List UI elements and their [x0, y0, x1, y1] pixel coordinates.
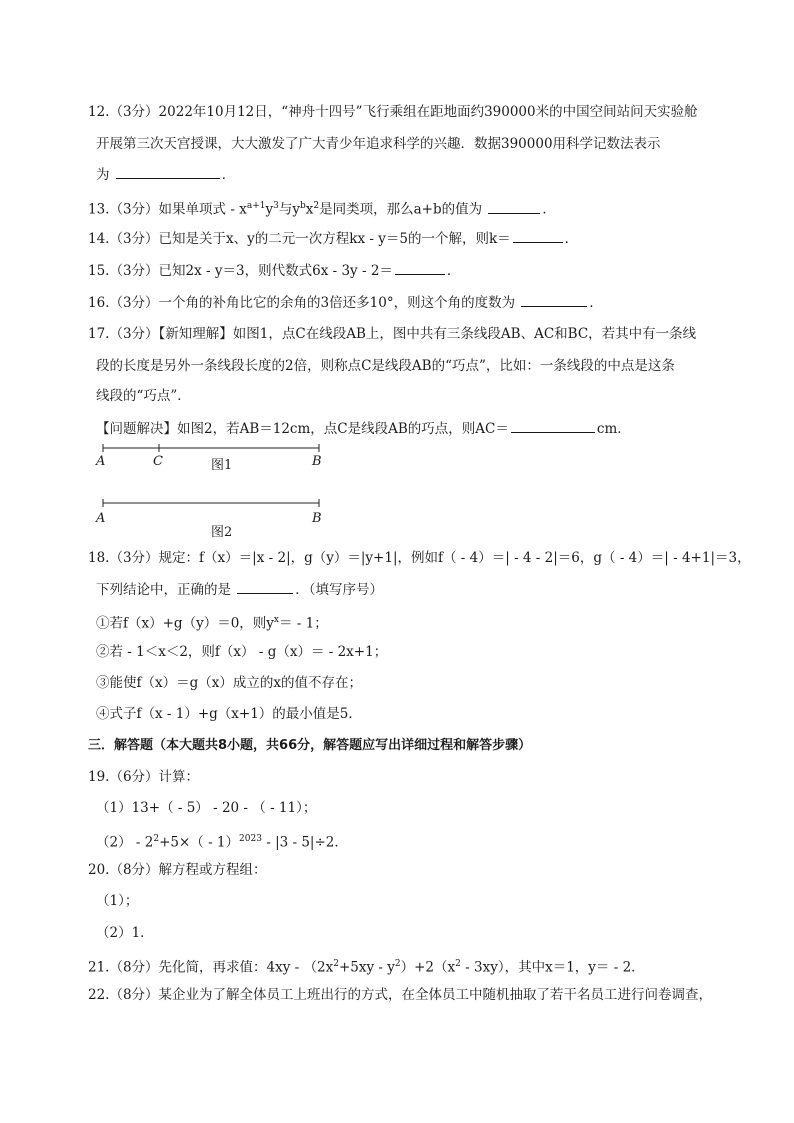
- q15-end: ．: [446, 263, 461, 279]
- q21-b: +5xy - y: [338, 959, 395, 976]
- q17-line4-text: 【问题解决】如图2，若AB＝12cm，点C是线段AB的巧点，则AC＝: [96, 421, 509, 437]
- q12-line3-end: ．: [221, 167, 236, 183]
- q13-sup1: a+1: [246, 201, 266, 211]
- q19-part2-a: （2） - 2: [96, 834, 154, 851]
- q21-c: ）+2（x: [400, 959, 456, 976]
- q13-sup3: b: [299, 201, 306, 211]
- q21-sup2: 2: [394, 959, 401, 969]
- q18-line1: 18.（3分）规定：f（x）＝|x - 2|，g（y）＝|y+1|，例如f（ - 4）＝| - 4 - 2|＝6，g（ - 4）＝| - 4+1|＝3，: [88, 550, 751, 566]
- q17-line2: 段的长度是另外一条线段长度的2倍，则称点C是线段AB的“巧点”，比如：一条线段的中点是这条: [96, 358, 675, 374]
- q16-text: 16.（3分）一个角的补角比它的余角的3倍还多10°，则这个角的度数为: [88, 295, 516, 311]
- q21-sup1: 2: [333, 959, 339, 969]
- q12-line1: 12.（3分）2022年10月12日，“神舟十四号”飞行乘组在距地面约390000米的中国空间站问天实验舱: [88, 104, 698, 120]
- section3-title: [88, 736, 531, 756]
- q12-line2: 开展第三次天宫授课，大大激发了广大青少年追求科学的兴趣．数据390000用科学记数法表示: [96, 136, 661, 152]
- figure2-caption: 图2: [211, 525, 233, 540]
- figure2-label-a: A: [96, 511, 106, 526]
- q19-part2-sup2: 2023: [239, 834, 262, 844]
- figure1-caption: 图1: [211, 458, 233, 473]
- q19-part2-c: - |3 - 5|÷2．: [261, 834, 348, 851]
- q21-sup3: 2: [455, 959, 461, 969]
- q19-part2: [96, 829, 348, 853]
- figure1-label-c: C: [153, 454, 163, 469]
- q15-text: 15.（3分）已知2x - y＝3，则代数式6x - 3y - 2＝: [88, 263, 393, 279]
- q13-end: ．: [542, 201, 556, 218]
- q19-part1: （1）13+（ - 5） - 20 - （ - 11）；: [96, 800, 317, 816]
- q18-option2: ②若 - 1＜x＜2，则f（x） - g（x）＝ - 2x+1；: [96, 644, 388, 660]
- q22-line1: 22.（8分）某企业为了解全体员工上班出行的方式，在全体员工中随机抽取了若干名员工进行问卷调查，: [88, 987, 713, 1003]
- q19-stem: 19.（6分）计算：: [88, 769, 200, 785]
- figure1-label-a: A: [96, 454, 106, 469]
- q12-line3-text: 为: [96, 167, 110, 183]
- q16-end: ．: [589, 295, 603, 311]
- figure2-label-b: B: [312, 511, 322, 526]
- q20-part2: （2）1．: [96, 925, 154, 941]
- q18-option1-sup: x: [273, 615, 279, 625]
- figure1-label-b: B: [312, 454, 322, 469]
- q18-option3: ③能使f（x）＝g（x）成立的x的值不存在；: [96, 675, 362, 691]
- q19-part2-sup1: 2: [153, 834, 160, 844]
- q21-d: - 3xy），其中x＝1，y＝ - 2．: [460, 959, 645, 976]
- q14-text: 14.（3分）已知是关于x、y的二元一次方程kx - y＝5的一个解，则k＝: [88, 231, 511, 247]
- q13-mid3: x: [305, 201, 314, 218]
- q21-line: [88, 954, 645, 978]
- q13-text-after: 是同类项，那么a+b的值为: [319, 201, 483, 218]
- q13-sup2: 3: [273, 201, 279, 211]
- q18-answer-blank[interactable]: [237, 579, 293, 594]
- q13-mid2: 与y: [278, 201, 300, 218]
- q18-option1: [96, 610, 328, 634]
- q18-option1-b: ＝ - 1；: [278, 615, 328, 632]
- q20-part1: （1）；: [96, 893, 139, 909]
- q13-mid1: y: [265, 201, 274, 218]
- q17-line4-end: cm．: [596, 421, 631, 437]
- q17-line1: 17.（3分）【新知理解】如图1，点C在线段AB上，图中共有三条线段AB、AC和BC，若其中有一条线: [88, 326, 697, 342]
- section3-title-text: 三．解答题（本大题共8小题，共66分，解答题应写出详细过程和解答步骤）: [88, 738, 532, 753]
- q18-line2-text: 下列结论中，正确的是: [96, 582, 231, 598]
- q19-part2-b: +5×（ - 1）: [159, 834, 240, 851]
- figure-2: [95, 499, 322, 540]
- q13-text-before: 13.（3分）如果单项式 - x: [88, 201, 247, 218]
- q18-line2-end: ．（填写序号）: [295, 582, 384, 598]
- q14-end: ．: [564, 231, 579, 247]
- q21-a: 21.（8分）先化简，再求值：4xy - （2x: [88, 959, 334, 976]
- q20-stem: 20.（8分）解方程或方程组：: [88, 862, 267, 878]
- q18-option1-a: ①若f（x）+g（y）＝0，则y: [96, 615, 274, 632]
- q17-line3: 线段的“巧点”．: [96, 388, 191, 404]
- figure-1: [95, 444, 322, 473]
- q13-sup4: 2: [313, 201, 320, 211]
- q18-option4: ④式子f（x - 1）+g（x+1）的最小值是5．: [96, 706, 362, 722]
- q18-line2: [96, 579, 383, 600]
